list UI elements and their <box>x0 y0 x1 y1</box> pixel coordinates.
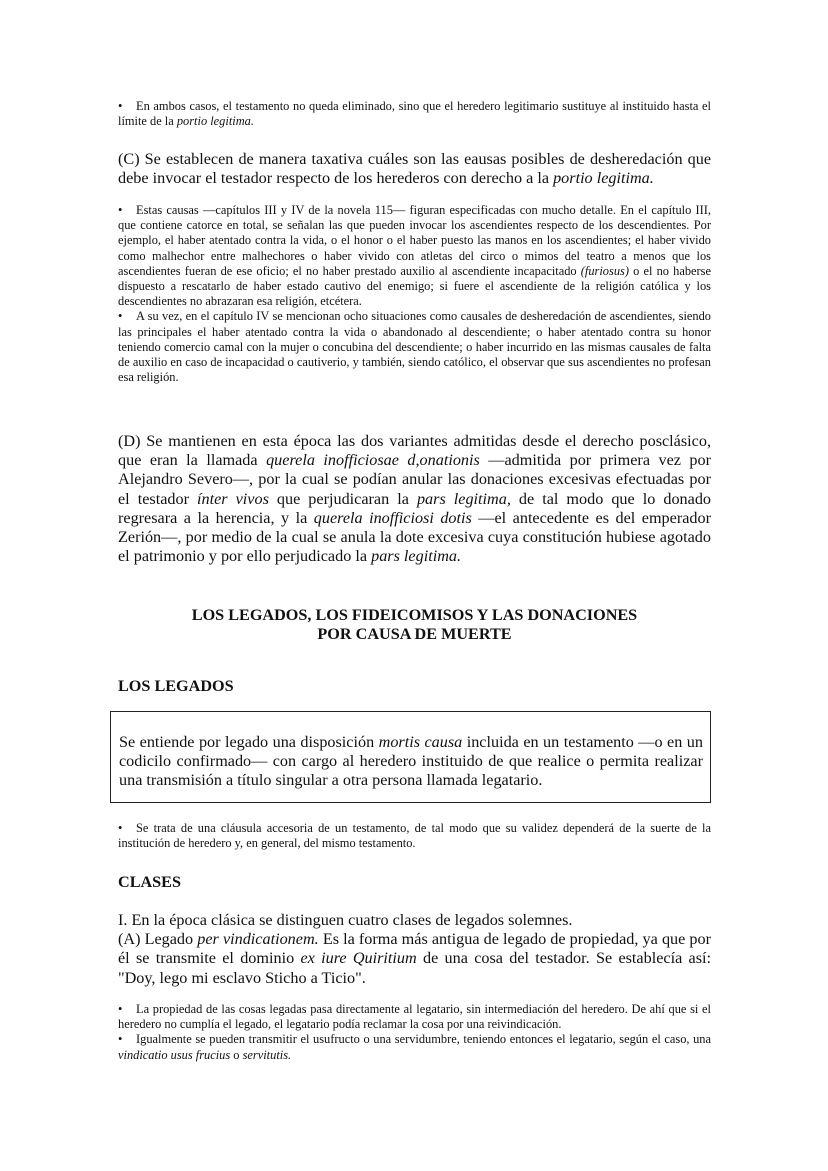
bullet-icon: • <box>118 99 123 113</box>
clases-heading: CLASES <box>118 873 181 891</box>
definition-bullet: • Se trata de una cláusula accesoria de un testamento, de tal modo que su validez dependerá de la suerte de la institución de heredero y, en general, del mismo testamento. <box>118 821 711 851</box>
list-item: • Igualmente se pueden transmitir el usufructo o una servidumbre, teniendo entonces el legatario, según el caso, una vindicatio usus frucius o servitutis. <box>118 1032 711 1062</box>
bullet-icon: • <box>118 1002 123 1016</box>
list-item: • La propiedad de las cosas legadas pasa directamente al legatario, sin intermediación del heredero. De ahí que si el heredero no cumplía el legado, el legatario podía reclamar la cosa por una reivindicación. <box>118 1002 711 1032</box>
list-item: • Estas causas —capítulos III y IV de la novela 115— figuran especificadas con mucho detalle. En el capítulo III, que contiene catorce en total, se señalan las que pueden invocar los ascendientes respecto de los descendientes. Por ejemplo, el haber atentado contra la vida, o el honor o el haber puesto las manos en los ascendientes; el haber vivido como malhechor entre malhechores o haber vivido con atletas del circo o mimos del teatro a menos que los ascendientes fueran de ese oficio; el no haber prestado auxilio al ascendiente incapacitado (furiosus) o el no haberse dispuesto a rescatarlo de haber estado cautivo del enemigo; si fuere el ascendiente de la religión católica y los descendientes no abrazaran esa religión, etcétera. <box>118 203 711 309</box>
final-bullets <box>118 1002 711 1063</box>
main-heading: LOS LEGADOS, LOS FIDEICOMISOS Y LAS DONACIONES POR CAUSA DE MUERTE <box>191 606 638 643</box>
section-d-paragraph: (D) Se mantienen en esta época las dos variantes admitidas desde el derecho posclásico, que eran la llamada querela inofficiosae d,onationis —admitida por primera vez por Alejandro Severo—, por la cual se podían anular las donaciones excesivas efectuadas por el testador ínter vivos que perjudicaran la pars legitima, de tal modo que lo donado regresara a la herencia, y la querela inofficiosi dotis —el antecedente es del emperador Zerión—, por medio de la cual se anula la dote excesiva cuya constitución hubiese agotado el patrimonio y por ello perjudicado la pars legitima. <box>118 432 712 566</box>
clases-paragraph: I. En la época clásica se distinguen cuatro clases de legados solemnes. (A) Legado per vindicationem. Es la forma más antigua de legado de propiedad, ya que por él se transmite el dominio ex iure Quiritium de una cosa del testador. Se establecía así: "Doy, lego mi esclavo Sticho a Ticio". <box>118 911 712 987</box>
bullet-icon: • <box>118 1032 123 1047</box>
bullet-icon: • <box>118 821 123 835</box>
top-bullet: • En ambos casos, el testamento no queda eliminado, sino que el heredero legitimario sustituye al instituido hasta el límite de la portio legitima. <box>118 99 711 129</box>
legados-heading: LOS LEGADOS <box>118 677 234 695</box>
bullet-icon: • <box>118 203 123 217</box>
definition-text: Se entiende por legado una disposición mortis causa incluida en un testamento —o en un codicilo confirmado— con cargo al heredero instituido de que realice o permita realizar una transmisión a título singular a otra persona llamada legatario. <box>119 733 703 790</box>
bullet-icon: • <box>118 309 123 324</box>
definition-box <box>110 711 711 803</box>
list-item: • A su vez, en el capítulo IV se mencionan ocho situaciones como causales de desheredación de ascendientes, siendo las principales el haber atentado contra la vida o abandonado al descendiente; o haber atentado contra su honor teniendo comercio camal con la mujer o concubina del descendiente; o haber incurrido en las mismas causales de falta de auxilio en caso de incapacidad o cautiverio, y también, siendo católico, el observar que sus ascendientes no profesan esa religión. <box>118 309 711 385</box>
section-c-bullets <box>118 203 711 385</box>
section-c-paragraph: (C) Se establecen de manera taxativa cuáles son las eausas posibles de desheredación que debe invocar el testador respecto de los herederos con derecho a la portio legitima. <box>118 150 711 188</box>
